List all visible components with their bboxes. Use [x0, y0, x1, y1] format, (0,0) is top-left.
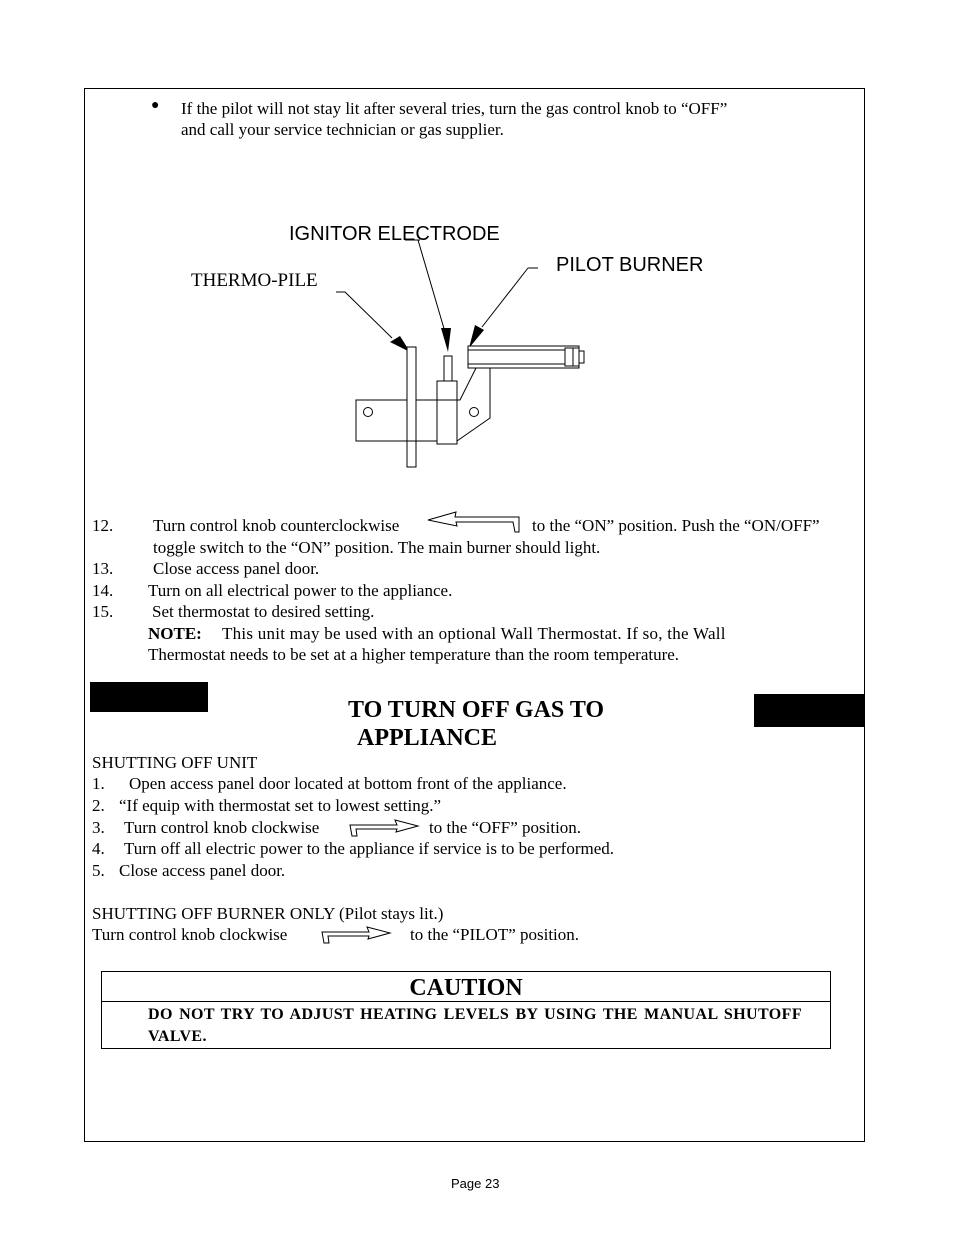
- list-item-number: 3.: [92, 818, 105, 837]
- list-item-tail: to the “OFF” position.: [429, 818, 582, 837]
- turn-off-heading-line2: APPLIANCE: [357, 725, 498, 751]
- caution-box: [101, 971, 831, 1049]
- pilot-burner-cap: [565, 348, 579, 366]
- ignitor-electrode-tip: [444, 356, 452, 381]
- step-15-text: Set thermostat to desired setting.: [152, 602, 375, 621]
- bracket-hole-right: [470, 408, 479, 417]
- step-13-text: Close access panel door.: [153, 559, 320, 578]
- pilot-burner-end: [579, 351, 584, 363]
- list-item-number: 5.: [92, 861, 105, 880]
- pilot-note-line2: and call your service technician or gas supplier.: [181, 120, 504, 139]
- step-12-number: 12.: [92, 516, 114, 535]
- list-item-number: 1.: [92, 774, 105, 793]
- list-item: “If equip with thermostat set to lowest setting.”: [119, 796, 441, 815]
- note-line1: This unit may be used with an optional Wall Thermostat. If so, the Wall: [222, 624, 726, 643]
- list-item: Turn off all electric power to the appliance if service is to be performed.: [124, 839, 614, 858]
- step-13-number: 13.: [92, 559, 114, 578]
- bracket-hole-left: [364, 408, 373, 417]
- step-14-number: 14.: [92, 581, 114, 600]
- ignitor-arrowhead: [441, 328, 451, 352]
- list-item: Open access panel door located at bottom front of the appliance.: [129, 774, 567, 793]
- ignitor-electrode-label: IGNITOR ELECTRODE: [289, 223, 500, 245]
- bullet-dot: ●: [151, 98, 160, 113]
- ignitor-block: [437, 381, 457, 444]
- pilot-assembly-diagram: [0, 0, 954, 500]
- pilot-leader-line: [482, 268, 528, 327]
- black-bar-right: [754, 694, 864, 727]
- turn-off-heading-line1: TO TURN OFF GAS TO: [348, 697, 605, 723]
- shutting-off-unit-title: SHUTTING OFF UNIT: [92, 753, 258, 772]
- pilot-note-line1: If the pilot will not stay lit after several tries, turn the gas control knob to “OFF”: [181, 99, 728, 118]
- counterclockwise-arrow-icon: [425, 509, 525, 535]
- pilot-arrowhead: [469, 325, 484, 348]
- thermopile-leader-line: [345, 292, 392, 338]
- step-15-number: 15.: [92, 602, 114, 621]
- step-12-text-b: to the “ON” position. Push the “ON/OFF”: [532, 516, 820, 535]
- list-item-number: 2.: [92, 796, 105, 815]
- thermo-pile-label: THERMO-PILE: [191, 270, 318, 291]
- burner-instruction: Turn control knob clockwise: [92, 925, 288, 944]
- caution-title: CAUTION: [102, 972, 830, 1002]
- black-bar-left: [90, 682, 208, 712]
- list-item: Turn control knob clockwise: [124, 818, 320, 837]
- clockwise-arrow-icon: [348, 818, 420, 840]
- pilot-burner-label: PILOT BURNER: [556, 254, 704, 276]
- step-12-text: Turn control knob counterclockwise: [153, 516, 400, 535]
- ignitor-leader-line: [418, 240, 445, 332]
- clockwise-arrow-icon: [320, 925, 392, 947]
- note-label: NOTE:: [148, 624, 202, 643]
- page-number: Page 23: [451, 1176, 500, 1191]
- step-12-text-c: toggle switch to the “ON” position. The main burner should light.: [153, 538, 601, 557]
- step-14-text: Turn on all electrical power to the appliance.: [148, 581, 453, 600]
- burner-instruction-tail: to the “PILOT” position.: [410, 925, 580, 944]
- note-line2: Thermostat needs to be set at a higher temperature than the room temperature.: [148, 645, 680, 664]
- bracket-arm-outer: [457, 368, 490, 441]
- shutting-off-burner-title: SHUTTING OFF BURNER ONLY (Pilot stays lit.): [92, 904, 444, 923]
- list-item: Close access panel door.: [119, 861, 286, 880]
- list-item-number: 4.: [92, 839, 105, 858]
- mounting-bracket: [356, 400, 437, 441]
- thermopile-rod: [407, 347, 416, 467]
- caution-text: DO NOT TRY TO ADJUST HEATING LEVELS BY USING THE MANUAL SHUTOFF VALVE.: [148, 1006, 802, 1045]
- pilot-burner-tube: [468, 346, 579, 368]
